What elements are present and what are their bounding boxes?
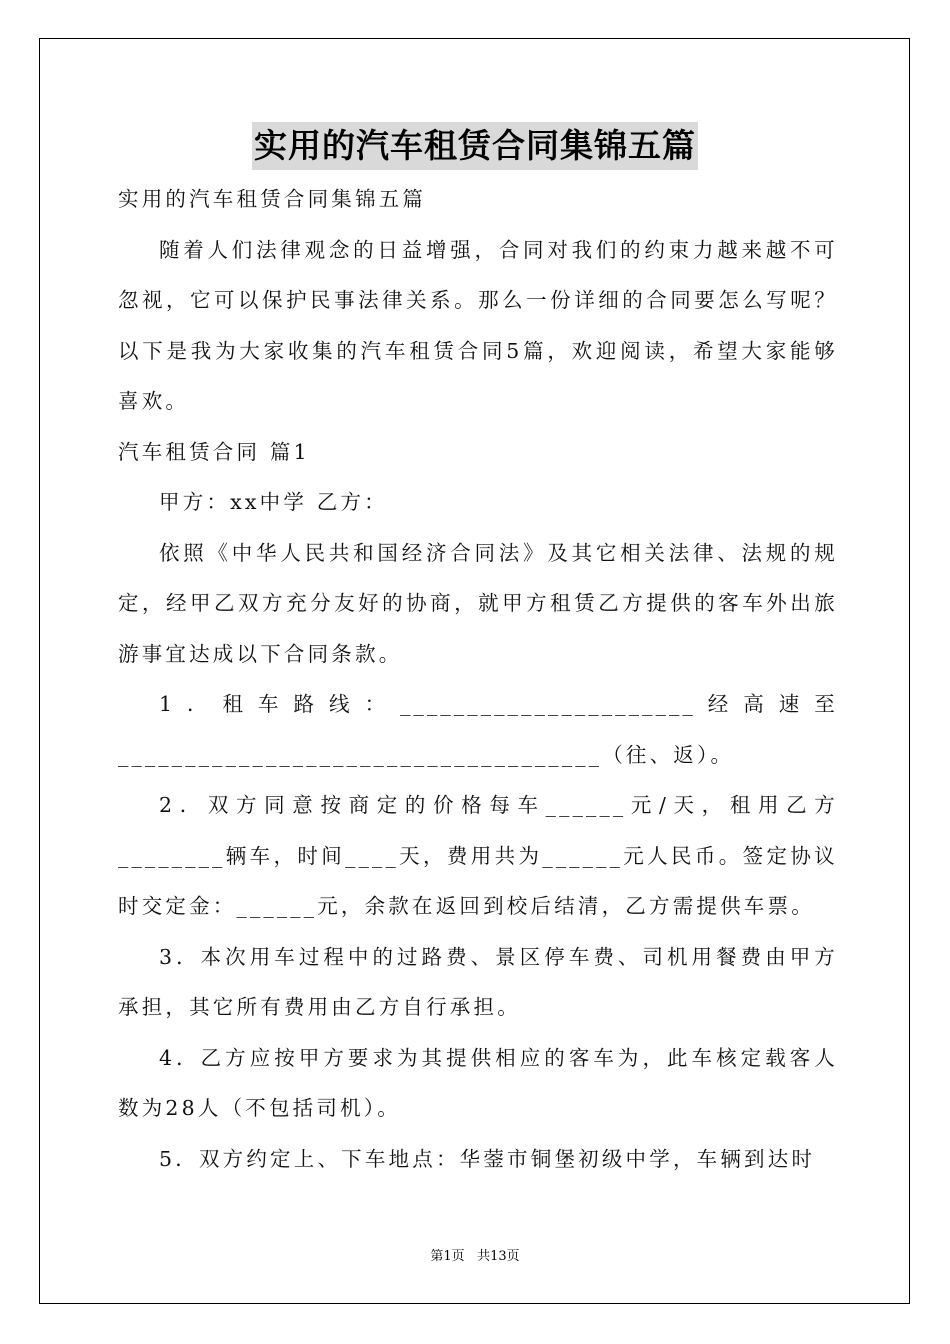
intro-paragraph: 随着人们法律观念的日益增强，合同对我们的约束力越来越不可忽视，它可以保护民事法律关系。那么一份详细的合同要怎么写呢？以下是我为大家收集的汽车租赁合同5篇，欢迎阅读，希望大家能够喜欢。 — [118, 237, 838, 413]
clause-1: 1．租车路线：______________________经高速至____________________________________（往、返）。 — [118, 692, 838, 767]
page-total: 共13页 — [477, 1249, 520, 1264]
clause-4: 4．乙方应按甲方要求为其提供相应的客车为，此车核定载客人数为28人（不包括司机）。 — [118, 1045, 838, 1120]
parties-line: 甲方：xx中学 乙方： — [159, 490, 388, 514]
clause-2: 2．双方同意按商定的价格每车______元/天，租用乙方________辆车，时间____天，费用共为______元人民币。签定协议时交定金：______元，余款在返回到校后结清，乙方需提供车票。 — [118, 793, 838, 918]
document-body — [118, 174, 838, 1184]
section-heading: 汽车租赁合同 篇1 — [118, 439, 310, 464]
document-title: 实用的汽车租赁合同集锦五篇 — [252, 122, 698, 170]
clause-5: 5．双方约定上、下车地点：华蓥市铜堡初级中学，车辆到达时 — [159, 1146, 816, 1171]
preamble-paragraph: 依照《中华人民共和国经济合同法》及其它相关法律、法规的规定，经甲乙双方充分友好的协商，就甲方租赁乙方提供的客车外出旅游事宜达成以下合同条款。 — [118, 540, 838, 666]
title-container — [0, 122, 950, 170]
page-number: 第1页 — [430, 1249, 465, 1264]
page-footer — [0, 1248, 950, 1266]
document-subtitle: 实用的汽车租赁合同集锦五篇 — [118, 187, 427, 211]
clause-3: 3．本次用车过程中的过路费、景区停车费、司机用餐费由甲方承担，其它所有费用由乙方自行承担。 — [118, 944, 838, 1019]
